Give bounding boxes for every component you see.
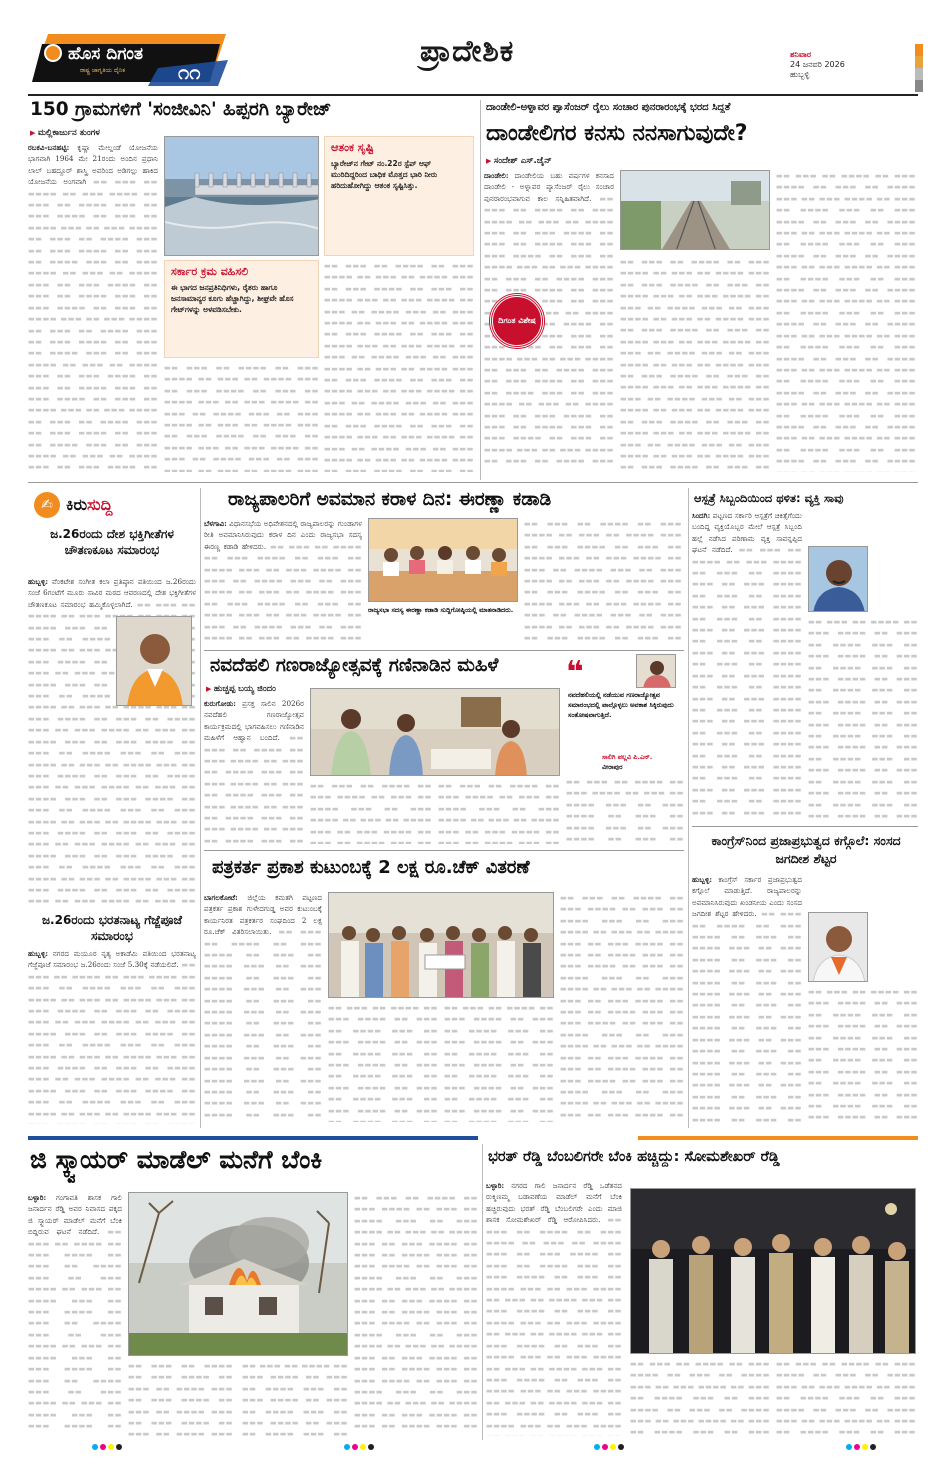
journalist-photo [328, 892, 554, 998]
divider-kiru [200, 488, 201, 1128]
railway-track-image [621, 171, 770, 250]
congress-body-col2 [808, 874, 918, 1124]
brief2-body: ಹುಬ್ಬಳ್ಳಿ: ನಗರದ ಮಯೂರ ನೃತ್ಯ ಅಕಾಡೆಮಿ ವತಿಯಿಂದ ಭರತನಾಟ್ಯ ಗೆಜ್ಜೆಪೂಜೆ ಸಮಾರಂಭ ಜ.26ರಂದು ಸಂಜೆ 5.30ಕ್ಕೆ ನಡೆಯಲಿದೆ. ▬▬ ▬▬▬ ▬▬ ▬▬▬▬ ▬▬ ▬▬▬ ▬▬▬▬ ▬▬ ▬▬▬ ▬▬ ▬▬▬▬ ▬▬▬ ▬▬ ▬▬▬ ▬▬▬▬ ▬▬ ▬▬▬ ▬▬ ▬▬▬▬ ▬▬▬ ▬▬ ▬▬▬ ▬▬▬▬ ▬▬ ▬▬▬ ▬▬ ▬▬▬▬ ▬▬▬ ▬▬ ▬▬▬ ▬▬▬▬ ▬▬ ▬▬▬ ▬▬ ▬▬▬▬ ▬▬▬ ▬▬ ▬▬▬ ▬▬▬▬ ▬▬ ▬▬▬ ▬▬ ▬▬▬▬ ▬▬▬ ▬▬ ▬▬▬ ▬▬▬▬ ▬▬ ▬▬▬ ▬▬ ▬▬▬▬ ▬▬▬ ▬▬ ▬▬▬ ▬▬▬▬ ▬▬ ▬▬▬ ▬▬ ▬▬▬▬ ▬▬▬ ▬▬ ▬▬▬ ▬▬▬▬ ▬▬ ▬▬▬ ▬▬ ▬▬▬▬ ▬▬▬ ▬▬ ▬▬▬ ▬▬▬▬ ▬▬ ▬▬▬ ▬▬ ▬▬▬▬ ▬▬▬ ▬▬ ▬▬▬ ▬▬▬▬ ▬▬ ▬▬▬ ▬▬ ▬▬▬▬ ▬▬▬ ▬▬ ▬▬▬ ▬▬▬▬ ▬▬ ▬▬▬ ▬▬ ▬▬▬▬ ▬▬▬ ▬▬ ▬▬▬ ▬▬▬▬ ▬▬ ▬▬▬ ▬▬ ▬▬▬▬ ▬▬▬ ▬▬ ▬▬▬ ▬▬▬▬ ▬▬ ▬▬▬ ▬▬ ▬▬▬▬ ▬▬▬ ▬▬ ▬▬▬ ▬▬▬▬ ▬▬ ▬▬▬ ▬▬ ▬▬▬▬ ▬▬▬ ▬▬ ▬▬▬ ▬▬▬▬ ▬▬ ▬▬▬ ▬▬ ▬▬▬▬ ▬▬▬ ▬▬ ▬▬▬ ▬▬▬▬ ▬▬ ▬▬▬ ▬▬ ▬▬▬▬ ▬▬▬ ▬▬ ▬▬▬ ▬▬▬▬ ▬▬ ▬▬▬ ▬▬ ▬▬▬▬ ▬▬▬ ▬▬ ▬▬▬ ▬▬▬▬ ▬▬ ▬▬▬ ▬▬ ▬▬▬▬ ▬▬▬ ▬▬ ▬▬▬ ▬▬▬▬ ▬▬ ▬▬▬ ▬▬ ▬▬▬▬ ▬▬▬ ▬▬ ▬▬▬ ▬▬▬▬ ▬▬ ▬▬▬ ▬▬ ▬▬▬▬ ▬▬▬ ▬▬ ▬▬▬ ▬▬▬▬ ▬▬ ▬▬▬ ▬▬ ▬▬▬▬ ▬▬▬ ▬▬ ▬▬▬ ▬▬▬▬ ▬▬ ▬▬▬ ▬▬ ▬▬▬▬ ▬▬▬ ▬▬ ▬▬▬ ▬▬▬▬ ▬▬ ▬▬▬ ▬▬ ▬▬▬▬ [28, 948, 196, 1124]
dandeli-kicker: ದಾಂಡೇಲಿ-ಅಳ್ನಾವರ ಪ್ಯಾಸೆಂಜರ್ ರೈಲು ಸಂಚಾರ ಪುನರಾರಂಭಕ್ಕೆ ಭರದ ಸಿದ್ಧತೆ [486, 102, 731, 113]
journalist-body-col2 [328, 1002, 438, 1122]
story-governor[interactable] [204, 488, 684, 648]
divider-right [688, 488, 689, 1128]
delhi-headline: ನವದೆಹಲಿ ಗಣರಾಜ್ಯೋತ್ಸವಕ್ಕೆ ಗಣಿನಾಡಿನ ಮಹಿಳೆ [210, 655, 499, 676]
hospital-headline: ಆಸ್ಪತ್ರೆ ಸಿಬ್ಬಂದಿಯಿಂದ ಥಳಿತ: ವ್ಯಕ್ತಿ ಸಾವು [694, 491, 844, 505]
barrage-body-col3 [324, 260, 474, 472]
house-fire-image [129, 1193, 348, 1356]
cheque-handover-image [329, 893, 554, 998]
governor-caption: ರಾಜ್ಯಸಭಾ ಸದಸ್ಯ ಈರಣ್ಣಾ ಕಡಾಡಿ ಸುದ್ದಿಗೋಷ್ಠಿಯಲ್ಲಿ ಮಾತನಾಡಿದರು. [368, 606, 514, 614]
delhi-body-col2 [310, 780, 432, 844]
section-band [28, 1136, 918, 1140]
story-congress[interactable] [692, 828, 918, 1128]
story-gsquare[interactable] [28, 1144, 478, 1440]
gsquare-body-col3 [242, 1360, 348, 1436]
registration-bar [915, 44, 923, 92]
journalist-body-col4 [560, 892, 684, 1122]
dandeli-body-col2 [620, 256, 770, 472]
logo-lamp-icon [44, 44, 62, 62]
divider-top [480, 100, 481, 480]
brief1-title[interactable]: ಜ.26ರಂದು ದೇಶ ಭಕ್ತಿಗೀತೆಗಳ ಚೌತಣಕೂಟ ಸಮಾರಂಭ [50, 527, 174, 557]
reddy-body-col1: ಬಳ್ಳಾರಿ: ನಗರದ ಗಾಲಿ ಜನಾರ್ದನ ರೆಡ್ಡಿ ಒಡೆತನದ ರುಕ್ಮಿಣಮ್ಮ ಬಡಾವಣೆಯ ಮಾಡೆಲ್ ಮನೆಗೆ ಬೆಂಕಿ ಹಚ್ಚಿರುವುದು ಭರತ್ ರೆಡ್ಡಿ ಬೆಂಬಲಿಗರೇ ಎಂದು ಮಾಜಿ ಶಾಸಕ ಸೋಮಶೇಖರ್ ರೆಡ್ಡಿ ಆರೋಪಿಸಿದರು. ▬▬ ▬▬▬ ▬▬ ▬▬▬▬ ▬▬ ▬▬▬ ▬▬▬▬ ▬▬ ▬▬▬ ▬▬ ▬▬▬▬ ▬▬▬ ▬▬ ▬▬▬ ▬▬▬▬ ▬▬ ▬▬▬ ▬▬ ▬▬▬▬ ▬▬▬ ▬▬ ▬▬▬ ▬▬▬▬ ▬▬ ▬▬▬ ▬▬ ▬▬▬▬ ▬▬▬ ▬▬ ▬▬▬ ▬▬▬▬ ▬▬ ▬▬▬ ▬▬ ▬▬▬▬ ▬▬▬ ▬▬ ▬▬▬ ▬▬▬▬ ▬▬ ▬▬▬ ▬▬ ▬▬▬▬ ▬▬▬ ▬▬ ▬▬▬ ▬▬▬▬ ▬▬ ▬▬▬ ▬▬ ▬▬▬▬ ▬▬▬ ▬▬ ▬▬▬ ▬▬▬▬ ▬▬ ▬▬▬ ▬▬ ▬▬▬▬ ▬▬▬ ▬▬ ▬▬▬ ▬▬▬▬ ▬▬ ▬▬▬ ▬▬ ▬▬▬▬ ▬▬▬ ▬▬ ▬▬▬ ▬▬▬▬ ▬▬ ▬▬▬ ▬▬ ▬▬▬▬ ▬▬▬ ▬▬ ▬▬▬ ▬▬▬▬ ▬▬ ▬▬▬ ▬▬ ▬▬▬▬ ▬▬▬ ▬▬ ▬▬▬ ▬▬▬▬ ▬▬ ▬▬▬ ▬▬ ▬▬▬▬ ▬▬▬ ▬▬ ▬▬▬ ▬▬▬▬ ▬▬ ▬▬▬ ▬▬ ▬▬▬▬ ▬▬▬ ▬▬ ▬▬▬ ▬▬▬▬ ▬▬ ▬▬▬ ▬▬ ▬▬▬▬ ▬▬▬ ▬▬ ▬▬▬ ▬▬▬▬ ▬▬ ▬▬▬ ▬▬ ▬▬▬▬ ▬▬▬ ▬▬ ▬▬▬ ▬▬▬▬ ▬▬ ▬▬▬ ▬▬ ▬▬▬▬ ▬▬▬ ▬▬ ▬▬▬ ▬▬▬▬ ▬▬ ▬▬▬ ▬▬ ▬▬▬▬ ▬▬▬ ▬▬ ▬▬▬ ▬▬▬▬ ▬▬ ▬▬▬ ▬▬ ▬▬▬▬ ▬▬▬ ▬▬ ▬▬▬ ▬▬▬▬ ▬▬ ▬▬▬ ▬▬ ▬▬▬▬ ▬▬▬ ▬▬ ▬▬▬ ▬▬▬▬ ▬▬ ▬▬▬ ▬▬ ▬▬▬▬ ▬▬▬ ▬▬ ▬▬▬ ▬▬▬▬ ▬▬ ▬▬▬ ▬▬ ▬▬▬▬ ▬▬▬ ▬▬ ▬▬▬ ▬▬▬▬ ▬▬ ▬▬▬ ▬▬ ▬▬▬▬ ▬▬▬ ▬▬ ▬▬▬ ▬▬▬▬ ▬▬ ▬▬▬ ▬▬ ▬▬▬▬ ▬▬▬ ▬▬ ▬▬▬ ▬▬▬▬ ▬▬ ▬▬▬ ▬▬ ▬▬▬▬ [486, 1180, 622, 1436]
journalist-body-col1: ಬಾಗಲಕೋಟೆ: ಜಿಲ್ಲೆಯ ಕಮತಗಿ ಪಟ್ಟಣದ ಪತ್ರಕರ್ತ ಪ್ರಕಾಶ ಗುಳೇದಗುಡ್ಡ ಅವರ ಕುಟುಂಬಕ್ಕೆ ಕಾರ್ಯನಿರತ ಪತ್ರಕರ್ತರ ಸಂಘದಿಂದ 2 ಲಕ್ಷ ರೂ.ಚೆಕ್ ವಿತರಿಸಲಾಯಿತು. ▬▬ ▬▬▬ ▬▬ ▬▬▬▬ ▬▬ ▬▬▬ ▬▬▬▬ ▬▬ ▬▬▬ ▬▬ ▬▬▬▬ ▬▬▬ ▬▬ ▬▬▬ ▬▬▬▬ ▬▬ ▬▬▬ ▬▬ ▬▬▬▬ ▬▬▬ ▬▬ ▬▬▬ ▬▬▬▬ ▬▬ ▬▬▬ ▬▬ ▬▬▬▬ ▬▬▬ ▬▬ ▬▬▬ ▬▬▬▬ ▬▬ ▬▬▬ ▬▬ ▬▬▬▬ ▬▬▬ ▬▬ ▬▬▬ ▬▬▬▬ ▬▬ ▬▬▬ ▬▬ ▬▬▬▬ ▬▬▬ ▬▬ ▬▬▬ ▬▬▬▬ ▬▬ ▬▬▬ ▬▬ ▬▬▬▬ ▬▬▬ ▬▬ ▬▬▬ ▬▬▬▬ ▬▬ ▬▬▬ ▬▬ ▬▬▬▬ ▬▬▬ ▬▬ ▬▬▬ ▬▬▬▬ ▬▬ ▬▬▬ ▬▬ ▬▬▬▬ ▬▬▬ ▬▬ ▬▬▬ ▬▬▬▬ ▬▬ ▬▬▬ ▬▬ ▬▬▬▬ ▬▬▬ ▬▬ ▬▬▬ ▬▬▬▬ ▬▬ ▬▬▬ ▬▬ ▬▬▬▬ ▬▬▬ ▬▬ ▬▬▬ ▬▬▬▬ ▬▬ ▬▬▬ ▬▬ ▬▬▬▬ ▬▬▬ ▬▬ ▬▬▬ ▬▬▬▬ ▬▬ ▬▬▬ ▬▬ ▬▬▬▬ ▬▬▬ ▬▬ ▬▬▬ ▬▬▬▬ ▬▬ ▬▬▬ ▬▬ ▬▬▬▬ ▬▬▬ ▬▬ ▬▬▬ ▬▬▬▬ ▬▬ ▬▬▬ ▬▬ ▬▬▬▬ ▬▬▬ ▬▬ ▬▬▬ ▬▬▬▬ ▬▬ ▬▬▬ ▬▬ ▬▬▬▬ ▬▬▬ ▬▬ ▬▬▬ ▬▬▬▬ ▬▬ ▬▬▬ ▬▬ ▬▬▬▬ ▬▬▬ ▬▬ ▬▬▬ ▬▬▬▬ ▬▬ ▬▬▬ ▬▬ ▬▬▬▬ ▬▬▬ ▬▬ ▬▬▬ ▬▬▬▬ ▬▬ ▬▬▬ ▬▬ ▬▬▬▬ ▬▬▬ ▬▬ ▬▬▬ ▬▬▬▬ ▬▬ ▬▬▬ ▬▬ ▬▬▬▬ ▬▬▬ ▬▬ ▬▬▬ ▬▬▬▬ ▬▬ ▬▬▬ ▬▬ ▬▬▬▬ ▬▬▬ ▬▬ ▬▬▬ ▬▬▬▬ ▬▬ ▬▬▬ ▬▬ ▬▬▬▬ ▬▬▬ ▬▬ ▬▬▬ ▬▬▬▬ ▬▬ ▬▬▬ ▬▬ ▬▬▬▬ ▬▬▬ ▬▬ ▬▬▬ ▬▬▬▬ ▬▬ ▬▬▬ ▬▬ ▬▬▬▬ [204, 892, 322, 1122]
kirusuddi-icon: ✍ [34, 492, 60, 518]
date-block [790, 50, 900, 80]
reg-marks-center-right [594, 1444, 634, 1452]
delhi-body-col1: ಕುರುಗೋಡು: ಪ್ರಸಕ್ತ ಸಾಲಿನ 2026ರ ನವದೆಹಲಿ ಗಣರಾಜ್ಯೋತ್ಸವ ಕಾರ್ಯಕ್ರಮದಲ್ಲಿ ಭಾಗವಹಿಸಲು ಗಣಿನಾಡಿನ ಮಹಿಳೆಗೆ ಆಹ್ವಾನ ಬಂದಿದೆ. ▬▬ ▬▬▬ ▬▬ ▬▬▬▬ ▬▬ ▬▬▬ ▬▬▬▬ ▬▬ ▬▬▬ ▬▬ ▬▬▬▬ ▬▬▬ ▬▬ ▬▬▬ ▬▬▬▬ ▬▬ ▬▬▬ ▬▬ ▬▬▬▬ ▬▬▬ ▬▬ ▬▬▬ ▬▬▬▬ ▬▬ ▬▬▬ ▬▬ ▬▬▬▬ ▬▬▬ ▬▬ ▬▬▬ ▬▬▬▬ ▬▬ ▬▬▬ ▬▬ ▬▬▬▬ ▬▬▬ ▬▬ ▬▬▬ ▬▬▬▬ ▬▬ ▬▬▬ ▬▬ ▬▬▬▬ ▬▬▬ ▬▬ ▬▬▬ ▬▬▬▬ ▬▬ ▬▬▬ ▬▬ ▬▬▬▬ ▬▬▬ ▬▬ ▬▬▬ ▬▬▬▬ ▬▬ ▬▬▬ ▬▬ ▬▬▬▬ ▬▬▬ ▬▬ ▬▬▬ ▬▬▬▬ ▬▬ ▬▬▬ ▬▬ ▬▬▬▬ ▬▬▬ ▬▬ ▬▬▬ ▬▬▬▬ ▬▬ ▬▬▬ ▬▬ ▬▬▬▬ ▬▬▬ ▬▬ ▬▬▬ ▬▬▬▬ ▬▬ ▬▬▬ ▬▬ ▬▬▬▬ ▬▬▬ ▬▬ ▬▬▬ ▬▬▬▬ ▬▬ ▬▬▬ ▬▬ ▬▬▬▬ ▬▬▬ ▬▬ ▬▬▬ ▬▬▬▬ ▬▬ ▬▬▬ ▬▬ ▬▬▬▬ ▬▬▬ ▬▬ ▬▬▬ ▬▬▬▬ ▬▬ ▬▬▬ ▬▬ ▬▬▬▬ ▬▬▬ ▬▬ ▬▬▬ ▬▬▬▬ ▬▬ ▬▬▬ ▬▬ ▬▬▬▬ ▬▬▬ ▬▬ ▬▬▬ ▬▬▬▬ ▬▬ ▬▬▬ ▬▬ ▬▬▬▬ ▬▬▬ ▬▬ ▬▬▬ ▬▬▬▬ ▬▬ ▬▬▬ ▬▬ ▬▬▬▬ ▬▬▬ ▬▬ ▬▬▬ ▬▬▬▬ ▬▬ ▬▬▬ ▬▬ ▬▬▬▬ ▬▬▬ ▬▬ ▬▬▬ ▬▬▬▬ ▬▬ ▬▬▬ ▬▬ ▬▬▬▬ ▬▬▬ ▬▬ ▬▬▬ ▬▬▬▬ ▬▬ ▬▬▬ ▬▬ ▬▬▬▬ ▬▬▬ ▬▬ ▬▬▬ ▬▬▬▬ ▬▬ ▬▬▬ ▬▬ ▬▬▬▬ ▬▬▬ ▬▬ ▬▬▬ ▬▬▬▬ ▬▬ ▬▬▬ ▬▬ ▬▬▬▬ ▬▬▬ ▬▬ ▬▬▬ ▬▬▬▬ ▬▬ ▬▬▬ ▬▬ ▬▬▬▬ ▬▬▬ ▬▬ ▬▬▬ ▬▬▬▬ ▬▬ ▬▬▬ ▬▬ ▬▬▬▬ [204, 698, 304, 844]
quote-portrait-image [637, 655, 676, 688]
gsquare-body-col2 [128, 1360, 233, 1436]
box-govt-title: ಸರ್ಕಾರ ಕ್ರಮ ವಹಿಸಲಿ [171, 265, 249, 278]
delhi-body-col3 [438, 780, 560, 844]
reg-dot-cyan [92, 1444, 98, 1450]
gsquare-body-col1: ಬಳ್ಳಾರಿ: ಗಂಗಾವತಿ ಶಾಸಕ ಗಾಲಿ ಜನಾರ್ದನ ರೆಡ್ಡಿ ಅವರ ನಿವಾಸದ ಪಕ್ಕದ ಜಿ ಸ್ಕ್ವಾಯರ್ ಮಾಡೆಲ್ ಮನೆಗೆ ಬೆಂಕಿ ಬಿದ್ದಿರುವ ಘಟನೆ ನಡೆದಿದೆ. ▬▬ ▬▬▬ ▬▬ ▬▬▬▬ ▬▬ ▬▬▬ ▬▬▬▬ ▬▬ ▬▬▬ ▬▬ ▬▬▬▬ ▬▬▬ ▬▬ ▬▬▬ ▬▬▬▬ ▬▬ ▬▬▬ ▬▬ ▬▬▬▬ ▬▬▬ ▬▬ ▬▬▬ ▬▬▬▬ ▬▬ ▬▬▬ ▬▬ ▬▬▬▬ ▬▬▬ ▬▬ ▬▬▬ ▬▬▬▬ ▬▬ ▬▬▬ ▬▬ ▬▬▬▬ ▬▬▬ ▬▬ ▬▬▬ ▬▬▬▬ ▬▬ ▬▬▬ ▬▬ ▬▬▬▬ ▬▬▬ ▬▬ ▬▬▬ ▬▬▬▬ ▬▬ ▬▬▬ ▬▬ ▬▬▬▬ ▬▬▬ ▬▬ ▬▬▬ ▬▬▬▬ ▬▬ ▬▬▬ ▬▬ ▬▬▬▬ ▬▬▬ ▬▬ ▬▬▬ ▬▬▬▬ ▬▬ ▬▬▬ ▬▬ ▬▬▬▬ ▬▬▬ ▬▬ ▬▬▬ ▬▬▬▬ ▬▬ ▬▬▬ ▬▬ ▬▬▬▬ ▬▬▬ ▬▬ ▬▬▬ ▬▬▬▬ ▬▬ ▬▬▬ ▬▬ ▬▬▬▬ ▬▬▬ ▬▬ ▬▬▬ ▬▬▬▬ ▬▬ ▬▬▬ ▬▬ ▬▬▬▬ ▬▬▬ ▬▬ ▬▬▬ ▬▬▬▬ ▬▬ ▬▬▬ ▬▬ ▬▬▬▬ ▬▬▬ ▬▬ ▬▬▬ ▬▬▬▬ ▬▬ ▬▬▬ ▬▬ ▬▬▬▬ ▬▬▬ ▬▬ ▬▬▬ ▬▬▬▬ ▬▬ ▬▬▬ ▬▬ ▬▬▬▬ ▬▬▬ ▬▬ ▬▬▬ ▬▬▬▬ ▬▬ ▬▬▬ ▬▬ ▬▬▬▬ ▬▬▬ ▬▬ ▬▬▬ ▬▬▬▬ ▬▬ ▬▬▬ ▬▬ ▬▬▬▬ ▬▬▬ ▬▬ ▬▬▬ ▬▬▬▬ ▬▬ ▬▬▬ ▬▬ ▬▬▬▬ ▬▬▬ ▬▬ ▬▬▬ ▬▬▬▬ ▬▬ ▬▬▬ ▬▬ ▬▬▬▬ ▬▬▬ ▬▬ ▬▬▬ ▬▬▬▬ ▬▬ ▬▬▬ ▬▬ ▬▬▬▬ ▬▬▬ ▬▬ ▬▬▬ ▬▬▬▬ ▬▬ ▬▬▬ ▬▬ ▬▬▬▬ ▬▬▬ ▬▬ ▬▬▬ ▬▬▬▬ ▬▬ ▬▬▬ ▬▬ ▬▬▬▬ ▬▬▬ ▬▬ ▬▬▬ ▬▬▬▬ ▬▬ ▬▬▬ ▬▬ ▬▬▬▬ ▬▬▬ ▬▬ ▬▬▬ ▬▬▬▬ ▬▬ ▬▬▬ ▬▬ ▬▬▬▬ [28, 1192, 122, 1436]
dandeli-byline: ▶ ಸಂದೇಶ್ ಎಸ್.ಜೈನ್ [486, 156, 552, 166]
kirusuddi-column [28, 488, 196, 1128]
women-group-image [311, 689, 560, 776]
journalist-headline: ಪತ್ರಕರ್ತ ಪ್ರಕಾಶ ಕುಟುಂಬಕ್ಕೆ 2 ಲಕ್ಷ ರೂ.ಚೆಕ್ ವಿತರಣೆ [212, 857, 530, 878]
story-reddy[interactable] [486, 1144, 918, 1440]
rule-hospital [692, 826, 918, 827]
quote-mark-icon: ❝ [566, 655, 584, 690]
quote-text: ನವದೆಹಲಿಯಲ್ಲಿ ನಡೆಯುವ ಗಣರಾಜ್ಯೋತ್ಸವ ಸಮಾರಂಭದಲ್ಲಿ ಪಾಲ್ಗೊಳ್ಳಲು ಅವಕಾಶ ಸಿಕ್ಕಿರುವುದು ಸಂತೋಷವಾಗುತ್ತಿದೆ. [568, 691, 674, 719]
delhi-photo [310, 688, 560, 776]
dandeli-rail-photo [620, 170, 770, 250]
night-crowd-image [631, 1189, 916, 1354]
story-hospital[interactable] [692, 488, 918, 824]
rule-governor [204, 650, 684, 651]
masthead [0, 0, 945, 100]
dandeli-body-col3 [776, 170, 916, 472]
digantha-special-stamp [490, 294, 544, 348]
kirusuddi-label-a: ಕಿರು [66, 495, 88, 514]
hospital-body-col2 [808, 510, 918, 820]
press-meet-image [369, 519, 518, 602]
reddy-body-col2 [630, 1358, 770, 1436]
reg-marks-left [92, 1444, 132, 1452]
logo-tagline: ರಾಷ್ಟ್ರ ಜಾಗೃತಿಯ ದೈನಿಕ [80, 67, 126, 74]
edition-city: ಹುಬ್ಬಳ್ಳಿ [790, 70, 810, 79]
governor-body-col3 [524, 518, 682, 644]
issue-date: 24 ಜನವರಿ 2026 [790, 60, 845, 69]
gsquare-fire-photo [128, 1192, 348, 1356]
divider-bottom [482, 1144, 483, 1440]
logo-title: ಹೊಸ ದಿಗಂತ [68, 44, 143, 64]
masthead-logo[interactable] [28, 30, 228, 88]
congress-headline: ಕಾಂಗ್ರೆಸ್‌ನಿಂದ ಪ್ರಜಾಪ್ರಭುತ್ವದ ಕಗ್ಗೊಲೆ: ಸಂಸದ ಜಗದೀಶ ಶೆಟ್ಟರ [711, 833, 901, 866]
box-panic-text: ಬ್ಯಾರೇಜ್‌ನ ಗೇಟ್ ನಂ.22ರ ಸ್ಟೆಪ್ ಆಫ್ ಮುರಿದಿದ್ದರಿಂದ ಬಾಧಿಕ ಮೊತ್ತದ ಭಾರಿ ನೀರು ಹರಿದುಹೋಗಿದ್ದು ಆತಂಕ ಸೃಷ್ಟಿಸಿತ್ತು. [331, 159, 438, 190]
reg-marks-right [846, 1444, 886, 1452]
rule-journalist [204, 850, 684, 851]
brief1-portrait [116, 616, 192, 706]
story-delhi[interactable] [204, 652, 684, 848]
box-govt-text: ಈ ಭಾಗದ ಜನಪ್ರತಿನಿಧಿಗಳು, ರೈತರು ಹಾಗೂ ಜನಸಾಮಾನ್ಯರ ಕೂಗು ಹೆಚ್ಚಾಗಿದ್ದು, ಶೀಘ್ರವೇ ಹೊಸ ಗೇಟ್‌ಗಳನ್ನು ಅಳವಡಿಸಬೇಕು. [171, 283, 294, 314]
reddy-headline: ಭರತ್ ರೆಡ್ಡಿ ಬೆಂಬಲಿಗರೇ ಬೆಂಕಿ ಹಚ್ಚಿದ್ದು: ಸೋಮಶೇಖರ್ ರೆಡ್ಡಿ [488, 1149, 780, 1165]
congress-body-col1: ಹುಬ್ಬಳ್ಳಿ: ಕಾಂಗ್ರೆಸ್ ಸರ್ಕಾರ ಪ್ರಜಾಪ್ರಭುತ್ವದ ಕಗ್ಗೊಲೆ ಮಾಡುತ್ತಿದೆ. ರಾಜ್ಯಪಾಲರನ್ನು ಅವಮಾನಿಸಿರುವುದು ಖಂಡನೀಯ ಎಂದು ಸಂಸದ ಜಗದೀಶ ಶೆಟ್ಟರ ಹೇಳಿದರು. ▬▬ ▬▬▬ ▬▬ ▬▬▬▬ ▬▬ ▬▬▬ ▬▬▬▬ ▬▬ ▬▬▬ ▬▬ ▬▬▬▬ ▬▬▬ ▬▬ ▬▬▬ ▬▬▬▬ ▬▬ ▬▬▬ ▬▬ ▬▬▬▬ ▬▬▬ ▬▬ ▬▬▬ ▬▬▬▬ ▬▬ ▬▬▬ ▬▬ ▬▬▬▬ ▬▬▬ ▬▬ ▬▬▬ ▬▬▬▬ ▬▬ ▬▬▬ ▬▬ ▬▬▬▬ ▬▬▬ ▬▬ ▬▬▬ ▬▬▬▬ ▬▬ ▬▬▬ ▬▬ ▬▬▬▬ ▬▬▬ ▬▬ ▬▬▬ ▬▬▬▬ ▬▬ ▬▬▬ ▬▬ ▬▬▬▬ ▬▬▬ ▬▬ ▬▬▬ ▬▬▬▬ ▬▬ ▬▬▬ ▬▬ ▬▬▬▬ ▬▬▬ ▬▬ ▬▬▬ ▬▬▬▬ ▬▬ ▬▬▬ ▬▬ ▬▬▬▬ ▬▬▬ ▬▬ ▬▬▬ ▬▬▬▬ ▬▬ ▬▬▬ ▬▬ ▬▬▬▬ ▬▬▬ ▬▬ ▬▬▬ ▬▬▬▬ ▬▬ ▬▬▬ ▬▬ ▬▬▬▬ ▬▬▬ ▬▬ ▬▬▬ ▬▬▬▬ ▬▬ ▬▬▬ ▬▬ ▬▬▬▬ ▬▬▬ ▬▬ ▬▬▬ ▬▬▬▬ ▬▬ ▬▬▬ ▬▬ ▬▬▬▬ ▬▬▬ ▬▬ ▬▬▬ ▬▬▬▬ ▬▬ ▬▬▬ ▬▬ ▬▬▬▬ ▬▬▬ ▬▬ ▬▬▬ ▬▬▬▬ ▬▬ ▬▬▬ ▬▬ ▬▬▬▬ ▬▬▬ ▬▬ ▬▬▬ ▬▬▬▬ ▬▬ ▬▬▬ ▬▬ ▬▬▬▬ ▬▬▬ ▬▬ ▬▬▬ ▬▬▬▬ ▬▬ ▬▬▬ ▬▬ ▬▬▬▬ ▬▬▬ ▬▬ ▬▬▬ ▬▬▬▬ ▬▬ ▬▬▬ ▬▬ ▬▬▬▬ ▬▬▬ ▬▬ ▬▬▬ ▬▬▬▬ ▬▬ ▬▬▬ ▬▬ ▬▬▬▬ ▬▬▬ ▬▬ ▬▬▬ ▬▬▬▬ ▬▬ ▬▬▬ ▬▬ ▬▬▬▬ ▬▬▬ ▬▬ ▬▬▬ ▬▬▬▬ ▬▬ ▬▬▬ ▬▬ ▬▬▬▬ ▬▬▬ ▬▬ ▬▬▬ ▬▬▬▬ ▬▬ ▬▬▬ ▬▬ ▬▬▬▬ ▬▬▬ ▬▬ ▬▬▬ ▬▬▬▬ ▬▬ ▬▬▬ ▬▬ ▬▬▬▬ ▬▬▬ ▬▬ ▬▬▬ ▬▬▬▬ ▬▬ ▬▬▬ ▬▬ ▬▬▬▬ [692, 874, 802, 1124]
barrage-box-govt [164, 260, 319, 358]
barrage-byline: ▶ ಮಲ್ಲಿಕಾರ್ಜುನ ತುಂಗಳ [30, 128, 100, 138]
governor-headline: ರಾಜ್ಯಪಾಲರಿಗೆ ಅವಮಾನ ಕರಾಳ ದಿನ: ಈರಣ್ಣಾ ಕಡಾಡಿ [228, 489, 552, 510]
story-journalist[interactable] [204, 852, 684, 1128]
reddy-body-col3 [776, 1358, 916, 1436]
hospital-body-col1: ಸಿಂದಗಿ: ಪಟ್ಟಣದ ಸರ್ಕಾರಿ ಆಸ್ಪತ್ರೆಗೆ ಚಿಕಿತ್ಸೆಗೆಂದು ಬಂದಿದ್ದ ವ್ಯಕ್ತಿಯೊಬ್ಬರ ಮೇಲೆ ಆಸ್ಪತ್ರೆ ಸಿಬ್ಬಂದಿ ಹಲ್ಲೆ ನಡೆಸಿದ ಪರಿಣಾಮ ವ್ಯಕ್ತಿ ಸಾವನ್ನಪ್ಪಿದ ಘಟನೆ ನಡೆದಿದೆ. ▬▬ ▬▬▬ ▬▬ ▬▬▬▬ ▬▬ ▬▬▬ ▬▬▬▬ ▬▬ ▬▬▬ ▬▬ ▬▬▬▬ ▬▬▬ ▬▬ ▬▬▬ ▬▬▬▬ ▬▬ ▬▬▬ ▬▬ ▬▬▬▬ ▬▬▬ ▬▬ ▬▬▬ ▬▬▬▬ ▬▬ ▬▬▬ ▬▬ ▬▬▬▬ ▬▬▬ ▬▬ ▬▬▬ ▬▬▬▬ ▬▬ ▬▬▬ ▬▬ ▬▬▬▬ ▬▬▬ ▬▬ ▬▬▬ ▬▬▬▬ ▬▬ ▬▬▬ ▬▬ ▬▬▬▬ ▬▬▬ ▬▬ ▬▬▬ ▬▬▬▬ ▬▬ ▬▬▬ ▬▬ ▬▬▬▬ ▬▬▬ ▬▬ ▬▬▬ ▬▬▬▬ ▬▬ ▬▬▬ ▬▬ ▬▬▬▬ ▬▬▬ ▬▬ ▬▬▬ ▬▬▬▬ ▬▬ ▬▬▬ ▬▬ ▬▬▬▬ ▬▬▬ ▬▬ ▬▬▬ ▬▬▬▬ ▬▬ ▬▬▬ ▬▬ ▬▬▬▬ ▬▬▬ ▬▬ ▬▬▬ ▬▬▬▬ ▬▬ ▬▬▬ ▬▬ ▬▬▬▬ ▬▬▬ ▬▬ ▬▬▬ ▬▬▬▬ ▬▬ ▬▬▬ ▬▬ ▬▬▬▬ ▬▬▬ ▬▬ ▬▬▬ ▬▬▬▬ ▬▬ ▬▬▬ ▬▬ ▬▬▬▬ ▬▬▬ ▬▬ ▬▬▬ ▬▬▬▬ ▬▬ ▬▬▬ ▬▬ ▬▬▬▬ ▬▬▬ ▬▬ ▬▬▬ ▬▬▬▬ ▬▬ ▬▬▬ ▬▬ ▬▬▬▬ ▬▬▬ ▬▬ ▬▬▬ ▬▬▬▬ ▬▬ ▬▬▬ ▬▬ ▬▬▬▬ ▬▬▬ ▬▬ ▬▬▬ ▬▬▬▬ ▬▬ ▬▬▬ ▬▬ ▬▬▬▬ ▬▬▬ ▬▬ ▬▬▬ ▬▬▬▬ ▬▬ ▬▬▬ ▬▬ ▬▬▬▬ ▬▬▬ ▬▬ ▬▬▬ ▬▬▬▬ ▬▬ ▬▬▬ ▬▬ ▬▬▬▬ ▬▬▬ ▬▬ ▬▬▬ ▬▬▬▬ ▬▬ ▬▬▬ ▬▬ ▬▬▬▬ ▬▬▬ ▬▬ ▬▬▬ ▬▬▬▬ ▬▬ ▬▬▬ ▬▬ ▬▬▬▬ ▬▬▬ ▬▬ ▬▬▬ ▬▬▬▬ ▬▬ ▬▬▬ ▬▬ ▬▬▬▬ ▬▬▬ ▬▬ ▬▬▬ ▬▬▬▬ ▬▬ ▬▬▬ ▬▬ ▬▬▬▬ ▬▬▬ ▬▬ ▬▬▬ ▬▬▬▬ ▬▬ ▬▬▬ ▬▬ ▬▬▬▬ [692, 510, 802, 820]
delhi-quote-box [566, 652, 684, 772]
kirusuddi-header [34, 492, 184, 518]
quote-author: ಸಾಲಿಗಿ ಪಲ್ಲವಿ ಪಿ.ಎನ್. ವೀರಾಪುರ [602, 753, 653, 771]
barrage-box-panic [324, 136, 474, 256]
kirusuddi-label-b: ಸುದ್ದಿ [87, 495, 113, 514]
quote-person-photo [636, 654, 676, 688]
stamp-text: ದಿಗಂತ ವಿಶೇಷ [498, 316, 536, 325]
governor-photo [368, 518, 518, 602]
masthead-rule [28, 94, 918, 96]
brief2-title[interactable]: ಜ.26ರಂದು ಭರತನಾಟ್ಯ ಗೆಜ್ಜೆಪೂಜೆ ಸಮಾರಂಭ [41, 913, 182, 943]
brief1-body: ಹುಬ್ಬಳ್ಳಿ: ವೆಂಕಟೇಶ ಸಂಗೀತ ಕಲಾ ಪ್ರತಿಷ್ಠಾನ ವತಿಯಿಂದ ಜ.26ರಂದು ಸಂಜೆ 6ಗಂಟೆಗೆ ಮೂರು ಸಾವಿರ ಮಠದ ಆವರಣದಲ್ಲಿ ದೇಶ ಭಕ್ತಿಗೀತೆಗಳ ಚೌತಣಕೂಟ ಸಮಾರಂಭ ಹಮ್ಮಿಕೊಳ್ಳಲಾಗಿದೆ. ▬▬ ▬▬▬ ▬▬ ▬▬▬▬ ▬▬ ▬▬▬ ▬▬▬▬ ▬▬ ▬▬▬ ▬▬ ▬▬▬▬ ▬▬▬ ▬▬ ▬▬▬ ▬▬▬▬ ▬▬ ▬▬▬ ▬▬ ▬▬▬▬ ▬▬▬ ▬▬ ▬▬▬ ▬▬▬▬ ▬▬ ▬▬▬ ▬▬ ▬▬▬▬ ▬▬▬ ▬▬ ▬▬▬ ▬▬▬▬ ▬▬ ▬▬▬ ▬▬ ▬▬▬▬ ▬▬▬ ▬▬ ▬▬▬ ▬▬▬▬ ▬▬ ▬▬▬ ▬▬ ▬▬▬▬ ▬▬▬ ▬▬ ▬▬▬ ▬▬▬▬ ▬▬ ▬▬▬ ▬▬ ▬▬▬▬ ▬▬▬ ▬▬ ▬▬▬ ▬▬▬▬ ▬▬ ▬▬▬ ▬▬ ▬▬▬▬ ▬▬▬ ▬▬ ▬▬▬ ▬▬▬▬ ▬▬ ▬▬▬ ▬▬ ▬▬▬▬ ▬▬▬ ▬▬ ▬▬▬ ▬▬▬▬ ▬▬ ▬▬▬ ▬▬ ▬▬▬▬ ▬▬▬ ▬▬ ▬▬▬ ▬▬▬▬ ▬▬ ▬▬▬ ▬▬ ▬▬▬▬ ▬▬▬ ▬▬ ▬▬▬ ▬▬▬▬ ▬▬ ▬▬▬ ▬▬ ▬▬▬▬ ▬▬▬ ▬▬ ▬▬▬ ▬▬▬▬ ▬▬ ▬▬▬ ▬▬ ▬▬▬▬ ▬▬▬ ▬▬ ▬▬▬ ▬▬▬▬ ▬▬ ▬▬▬ ▬▬ ▬▬▬▬ ▬▬▬ ▬▬ ▬▬▬ ▬▬▬▬ ▬▬ ▬▬▬ ▬▬ ▬▬▬▬ ▬▬▬ ▬▬ ▬▬▬ ▬▬▬▬ ▬▬ ▬▬▬ ▬▬ ▬▬▬▬ ▬▬▬ ▬▬ ▬▬▬ ▬▬▬▬ ▬▬ ▬▬▬ ▬▬ ▬▬▬▬ ▬▬▬ ▬▬ ▬▬▬ ▬▬▬▬ ▬▬ ▬▬▬ ▬▬ ▬▬▬▬ ▬▬▬ ▬▬ ▬▬▬ ▬▬▬▬ ▬▬ ▬▬▬ ▬▬ ▬▬▬▬ ▬▬▬ ▬▬ ▬▬▬ ▬▬▬▬ ▬▬ ▬▬▬ ▬▬ ▬▬▬▬ ▬▬▬ ▬▬ ▬▬▬ ▬▬▬▬ ▬▬ ▬▬▬ ▬▬ ▬▬▬▬ ▬▬▬ ▬▬ ▬▬▬ ▬▬▬▬ ▬▬ ▬▬▬ ▬▬ ▬▬▬▬ ▬▬▬ ▬▬ ▬▬▬ ▬▬▬▬ ▬▬ ▬▬▬ ▬▬ ▬▬▬▬ ▬▬▬ ▬▬ ▬▬▬ ▬▬▬▬ ▬▬ ▬▬▬ ▬▬ ▬▬▬▬ [28, 576, 196, 906]
dandeli-body-col1: ದಾಂಡೇಲಿ: ದಾಂಡೇಲಿಯ ಬಹು ವರ್ಷಗಳ ಕನಸಾದ ದಾಂಡೇಲಿ - ಅಳ್ನಾವರ ಪ್ಯಾಸೆಂಜರ್ ರೈಲು ಸಂಚಾರ ಪುನರಾರಂಭವಾಗುವ ಕಾಲ ಸನ್ನಿಹಿತವಾಗಿದೆ. ▬▬ ▬▬▬ ▬▬ ▬▬▬▬ ▬▬ ▬▬▬ ▬▬▬▬ ▬▬ ▬▬▬ ▬▬ ▬▬▬▬ ▬▬▬ ▬▬ ▬▬▬ ▬▬▬▬ ▬▬ ▬▬▬ ▬▬ ▬▬▬▬ ▬▬▬ ▬▬ ▬▬▬ ▬▬▬▬ ▬▬ ▬▬▬ ▬▬ ▬▬▬▬ ▬▬▬ ▬▬ ▬▬▬ ▬▬▬▬ ▬▬ ▬▬▬ ▬▬ ▬▬▬▬ ▬▬▬ ▬▬ ▬▬▬ ▬▬▬▬ ▬▬ ▬▬▬ ▬▬ ▬▬▬▬ ▬▬▬ ▬▬ ▬▬▬ ▬▬▬▬ ▬▬ ▬▬▬ ▬▬ ▬▬▬▬ ▬▬▬ ▬▬ ▬▬▬ ▬▬▬▬ ▬▬ ▬▬▬ ▬▬ ▬▬▬▬ ▬▬▬ ▬▬ ▬▬▬ ▬▬▬▬ ▬▬ ▬▬▬ ▬▬ ▬▬▬▬ ▬▬▬ ▬▬ ▬▬▬ ▬▬▬▬ ▬▬ ▬▬▬ ▬▬ ▬▬▬▬ ▬▬▬ ▬▬ ▬▬▬ ▬▬▬▬ ▬▬ ▬▬▬ ▬▬ ▬▬▬▬ ▬▬▬ ▬▬ ▬▬▬ ▬▬▬▬ ▬▬ ▬▬▬ ▬▬ ▬▬▬▬ ▬▬▬ ▬▬ ▬▬▬ ▬▬▬▬ ▬▬ ▬▬▬ ▬▬ ▬▬▬▬ ▬▬▬ ▬▬ ▬▬▬ ▬▬▬▬ ▬▬ ▬▬▬ ▬▬ ▬▬▬▬ ▬▬▬ ▬▬ ▬▬▬ ▬▬▬▬ ▬▬ ▬▬▬ ▬▬ ▬▬▬▬ ▬▬▬ ▬▬ ▬▬▬ ▬▬▬▬ ▬▬ ▬▬▬ ▬▬ ▬▬▬▬ ▬▬▬ ▬▬ ▬▬▬ ▬▬▬▬ ▬▬ ▬▬▬ ▬▬ ▬▬▬▬ ▬▬▬ ▬▬ ▬▬▬ ▬▬▬▬ ▬▬ ▬▬▬ ▬▬ ▬▬▬▬ ▬▬▬ ▬▬ ▬▬▬ ▬▬▬▬ ▬▬ ▬▬▬ ▬▬ ▬▬▬▬ ▬▬▬ ▬▬ ▬▬▬ ▬▬▬▬ ▬▬ ▬▬▬ ▬▬ ▬▬▬▬ ▬▬▬ ▬▬ ▬▬▬ ▬▬▬▬ ▬▬ ▬▬▬ ▬▬ ▬▬▬▬ ▬▬▬ ▬▬ ▬▬▬ ▬▬▬▬ ▬▬ ▬▬▬ ▬▬ ▬▬▬▬ ▬▬▬ ▬▬ ▬▬▬ ▬▬▬▬ ▬▬ ▬▬▬ ▬▬ ▬▬▬▬ ▬▬▬ ▬▬ ▬▬▬ ▬▬▬▬ ▬▬ ▬▬▬ ▬▬ ▬▬▬▬ [484, 170, 614, 470]
story-dandeli[interactable] [484, 98, 918, 480]
page-number: ೧೧ [178, 60, 201, 84]
gsquare-headline: ಜಿ ಸ್ಕ್ವಾಯರ್ ಮಾಡೆಲ್ ಮನೆಗೆ ಬೆಂಕಿ [30, 1145, 323, 1174]
barrage-headline: 150 ಗ್ರಾಮಗಳಿಗೆ 'ಸಂಜೀವಿನಿ' ಹಿಪ್ಪರಗಿ ಬ್ಯಾರೇಜ್ [30, 99, 332, 120]
box-panic-title: ಆತಂಕ ಸೃಷ್ಟಿ [331, 141, 374, 154]
reddy-photo [630, 1188, 916, 1354]
weekday: ಶನಿವಾರ [790, 50, 812, 59]
delhi-byline: ▶ ಹುಚ್ಚಪ್ಪ ಬಯ್ಯ ಜಿಂದಂ [206, 684, 276, 694]
person-portrait-image [117, 617, 192, 706]
dandeli-headline: ದಾಂಡೇಲಿಗರ ಕನಸು ನನಸಾಗುವುದೇ? [486, 121, 748, 146]
delhi-body-col4 [566, 776, 684, 844]
journalist-body-col3 [444, 1002, 554, 1122]
rule-mid [28, 482, 918, 483]
barrage-photo [164, 136, 319, 256]
barrage-body-col2 [164, 362, 319, 472]
story-barrage[interactable] [28, 98, 476, 480]
governor-body-col1: ಬೆಳಗಾವಿ: ವಿಧಾನಸಭೆಯ ಅಧಿವೇಶನದಲ್ಲಿ ರಾಜ್ಯಪಾಲರನ್ನು ಗುಂಡಾಗಳ ರೀತಿ ಅವಮಾನಿಸಿರುವುದು ಕರಾಳ ದಿನ ಎಂದು ರಾಜ್ಯಸಭಾ ಸದಸ್ಯ ಈರಣ್ಣ ಕಡಾಡಿ ಹೇಳಿದರು. ▬▬ ▬▬▬ ▬▬ ▬▬▬▬ ▬▬ ▬▬▬ ▬▬▬▬ ▬▬ ▬▬▬ ▬▬ ▬▬▬▬ ▬▬▬ ▬▬ ▬▬▬ ▬▬▬▬ ▬▬ ▬▬▬ ▬▬ ▬▬▬▬ ▬▬▬ ▬▬ ▬▬▬ ▬▬▬▬ ▬▬ ▬▬▬ ▬▬ ▬▬▬▬ ▬▬▬ ▬▬ ▬▬▬ ▬▬▬▬ ▬▬ ▬▬▬ ▬▬ ▬▬▬▬ ▬▬▬ ▬▬ ▬▬▬ ▬▬▬▬ ▬▬ ▬▬▬ ▬▬ ▬▬▬▬ ▬▬▬ ▬▬ ▬▬▬ ▬▬▬▬ ▬▬ ▬▬▬ ▬▬ ▬▬▬▬ ▬▬▬ ▬▬ ▬▬▬ ▬▬▬▬ ▬▬ ▬▬▬ ▬▬ ▬▬▬▬ ▬▬▬ ▬▬ ▬▬▬ ▬▬▬▬ ▬▬ ▬▬▬ ▬▬ ▬▬▬▬ ▬▬▬ ▬▬ ▬▬▬ ▬▬▬▬ ▬▬ ▬▬▬ ▬▬ ▬▬▬▬ ▬▬▬ ▬▬ ▬▬▬ ▬▬▬▬ ▬▬ ▬▬▬ ▬▬ ▬▬▬▬ ▬▬▬ ▬▬ ▬▬▬ ▬▬▬▬ ▬▬ ▬▬▬ ▬▬ ▬▬▬▬ ▬▬▬ ▬▬ ▬▬▬ ▬▬▬▬ ▬▬ ▬▬▬ ▬▬ ▬▬▬▬ ▬▬▬ ▬▬ ▬▬▬ ▬▬▬▬ ▬▬ ▬▬▬ ▬▬ ▬▬▬▬ ▬▬▬ ▬▬ ▬▬▬ ▬▬▬▬ ▬▬ ▬▬▬ ▬▬ ▬▬▬▬ ▬▬▬ ▬▬ ▬▬▬ ▬▬▬▬ ▬▬ ▬▬▬ ▬▬ ▬▬▬▬ ▬▬▬ ▬▬ ▬▬▬ ▬▬▬▬ ▬▬ ▬▬▬ ▬▬ ▬▬▬▬ ▬▬▬ ▬▬ ▬▬▬ ▬▬▬▬ ▬▬ ▬▬▬ ▬▬ ▬▬▬▬ ▬▬▬ ▬▬ ▬▬▬ ▬▬▬▬ ▬▬ ▬▬▬ ▬▬ ▬▬▬▬ ▬▬▬ ▬▬ ▬▬▬ ▬▬▬▬ ▬▬ ▬▬▬ ▬▬ ▬▬▬▬ ▬▬▬ ▬▬ ▬▬▬ ▬▬▬▬ ▬▬ ▬▬▬ ▬▬ ▬▬▬▬ ▬▬▬ ▬▬ ▬▬▬ ▬▬▬▬ ▬▬ ▬▬▬ ▬▬ ▬▬▬▬ ▬▬▬ ▬▬ ▬▬▬ ▬▬▬▬ ▬▬ ▬▬▬ ▬▬ ▬▬▬▬ ▬▬▬ ▬▬ ▬▬▬ ▬▬▬▬ ▬▬ ▬▬▬ ▬▬ ▬▬▬▬ [204, 518, 362, 644]
reg-marks-center-left [344, 1444, 384, 1452]
dam-image [165, 137, 319, 256]
section-title: ಪ್ರಾದೇಶಿಕ [420, 34, 515, 69]
gsquare-body-col4 [354, 1192, 478, 1436]
barrage-body-col1: ರಬಕವಿ-ಬನಹಟ್ಟಿ: ಕೃಷ್ಣಾ ಮೇಲ್ದಂಡೆ ಯೋಜನೆಯ ಭಾಗವಾಗಿ 1964 ಮೇ 21ರಂದು ಅಂದಿನ ಪ್ರಧಾನಿ ಲಾಲ್ ಬಹದ್ದೂರ್ ಶಾಸ್ತ್ರಿ ಅವರಿಂದ ಅಡಿಗಲ್ಲು ಹಾಕಿದ ಯೋಜನೆಯ ಅಂಗವಾಗಿ ▬▬ ▬▬▬ ▬▬ ▬▬▬▬ ▬▬ ▬▬▬ ▬▬▬▬ ▬▬ ▬▬▬ ▬▬ ▬▬▬▬ ▬▬▬ ▬▬ ▬▬▬ ▬▬▬▬ ▬▬ ▬▬▬ ▬▬ ▬▬▬▬ ▬▬▬ ▬▬ ▬▬▬ ▬▬▬▬ ▬▬ ▬▬▬ ▬▬ ▬▬▬▬ ▬▬▬ ▬▬ ▬▬▬ ▬▬▬▬ ▬▬ ▬▬▬ ▬▬ ▬▬▬▬ ▬▬▬ ▬▬ ▬▬▬ ▬▬▬▬ ▬▬ ▬▬▬ ▬▬ ▬▬▬▬ ▬▬▬ ▬▬ ▬▬▬ ▬▬▬▬ ▬▬ ▬▬▬ ▬▬ ▬▬▬▬ ▬▬▬ ▬▬ ▬▬▬ ▬▬▬▬ ▬▬ ▬▬▬ ▬▬ ▬▬▬▬ ▬▬▬ ▬▬ ▬▬▬ ▬▬▬▬ ▬▬ ▬▬▬ ▬▬ ▬▬▬▬ ▬▬▬ ▬▬ ▬▬▬ ▬▬▬▬ ▬▬ ▬▬▬ ▬▬ ▬▬▬▬ ▬▬▬ ▬▬ ▬▬▬ ▬▬▬▬ ▬▬ ▬▬▬ ▬▬ ▬▬▬▬ ▬▬▬ ▬▬ ▬▬▬ ▬▬▬▬ ▬▬ ▬▬▬ ▬▬ ▬▬▬▬ ▬▬▬ ▬▬ ▬▬▬ ▬▬▬▬ ▬▬ ▬▬▬ ▬▬ ▬▬▬▬ ▬▬▬ ▬▬ ▬▬▬ ▬▬▬▬ ▬▬ ▬▬▬ ▬▬ ▬▬▬▬ ▬▬▬ ▬▬ ▬▬▬ ▬▬▬▬ ▬▬ ▬▬▬ ▬▬ ▬▬▬▬ ▬▬▬ ▬▬ ▬▬▬ ▬▬▬▬ ▬▬ ▬▬▬ ▬▬ ▬▬▬▬ ▬▬▬ ▬▬ ▬▬▬ ▬▬▬▬ ▬▬ ▬▬▬ ▬▬ ▬▬▬▬ ▬▬▬ ▬▬ ▬▬▬ ▬▬▬▬ ▬▬ ▬▬▬ ▬▬ ▬▬▬▬ ▬▬▬ ▬▬ ▬▬▬ ▬▬▬▬ ▬▬ ▬▬▬ ▬▬ ▬▬▬▬ ▬▬▬ ▬▬ ▬▬▬ ▬▬▬▬ ▬▬ ▬▬▬ ▬▬ ▬▬▬▬ ▬▬▬ ▬▬ ▬▬▬ ▬▬▬▬ ▬▬ ▬▬▬ ▬▬ ▬▬▬▬ ▬▬▬ ▬▬ ▬▬▬ ▬▬▬▬ ▬▬ ▬▬▬ ▬▬ ▬▬▬▬ ▬▬▬ ▬▬ ▬▬▬ ▬▬▬▬ ▬▬ ▬▬▬ ▬▬ ▬▬▬▬ ▬▬▬ ▬▬ ▬▬▬ ▬▬▬▬ ▬▬ ▬▬▬ ▬▬ ▬▬▬▬ [28, 142, 158, 472]
